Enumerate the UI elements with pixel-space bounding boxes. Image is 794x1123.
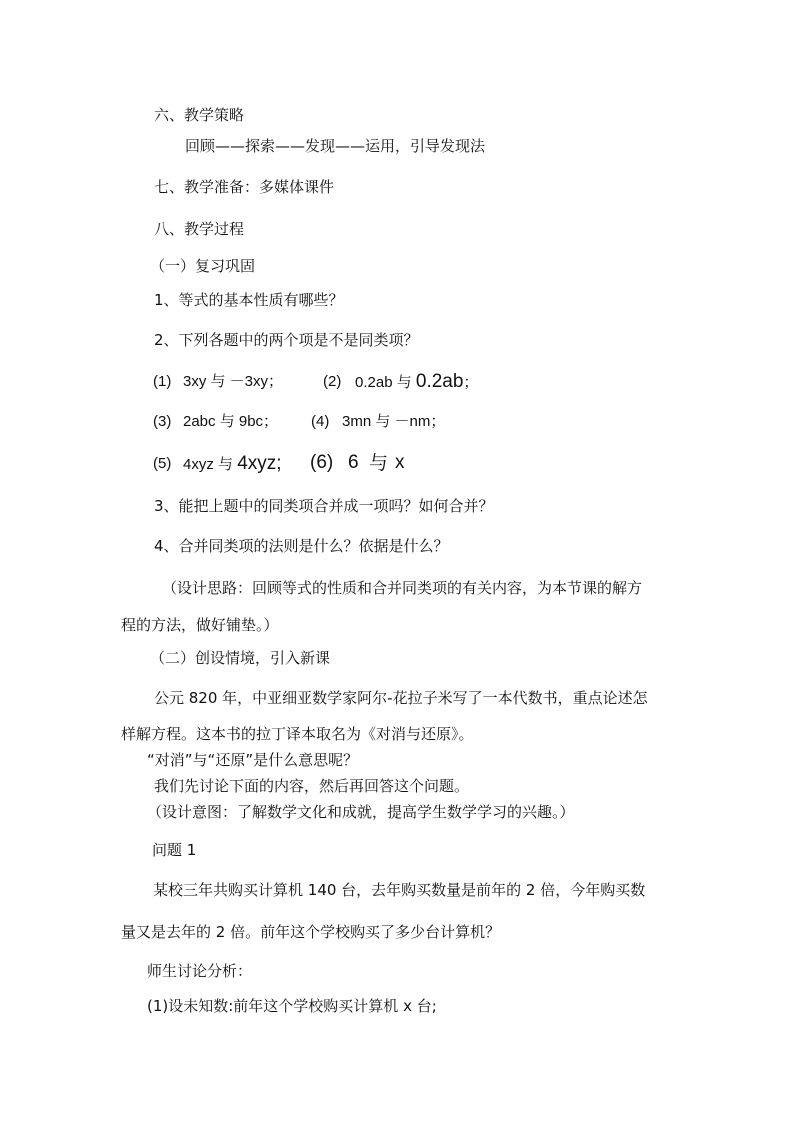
design-note-1-line-2: 程的方法，做好铺垫。） bbox=[121, 616, 279, 634]
pair-3-number: (3) bbox=[153, 413, 172, 430]
subsection-2: （二）创设情境，引入新课 bbox=[150, 649, 331, 667]
section-6-title: 六、教学策略 bbox=[154, 106, 245, 124]
pair-6-number: (6) bbox=[310, 452, 334, 473]
question-4: 4、合并同类项的法则是什么？依据是什么？ bbox=[154, 537, 449, 555]
pair-6-left: 6 bbox=[348, 452, 359, 473]
pair-5-number: (5) bbox=[153, 455, 172, 472]
section-7: 七、教学准备：多媒体课件 bbox=[154, 178, 335, 196]
pair-2-number: (2) bbox=[323, 373, 342, 390]
pair-4: 3mn 与 －nm； bbox=[342, 413, 446, 430]
problem-1-line-1: 某校三年共购买计算机 140 台，去年购买数量是前年的 2 倍，今年购买数 bbox=[153, 881, 646, 899]
step-1: (1)设未知数:前年这个学校购买计算机 x 台; bbox=[147, 997, 437, 1015]
pair-2: 0.2ab 与 0.2ab； bbox=[355, 371, 479, 392]
section-8-title: 八、教学过程 bbox=[154, 220, 245, 238]
history-next: 我们先讨论下面的内容，然后再回答这个问题。 bbox=[154, 777, 470, 795]
discussion-label: 师生讨论分析： bbox=[147, 962, 253, 980]
pair-5: 4xyz 与 4xyz; bbox=[183, 453, 282, 474]
question-3: 3、能把上题中的同类项合并成一项吗？如何合并？ bbox=[154, 497, 494, 515]
question-2: 2、下列各题中的两个项是不是同类项？ bbox=[154, 331, 419, 349]
problem-1-line-2: 量又是去年的 2 倍。前年这个学校购买了多少台计算机？ bbox=[121, 923, 501, 941]
section-6-body: 回顾——探索——发现——运用，引导发现法 bbox=[185, 137, 486, 155]
pair-1-number: (1) bbox=[153, 373, 172, 390]
history-line-1: 公元 820 年，中亚细亚数学家阿尔-花拉子米写了一本代数书，重点论述怎 bbox=[154, 689, 648, 707]
design-note-1-line-1: （设计思路：回顾等式的性质和合并同类项的有关内容，为本节课的解方 bbox=[162, 579, 643, 597]
problem-1-title: 问题 1 bbox=[152, 841, 197, 859]
question-1: 1、等式的基本性质有哪些？ bbox=[154, 291, 344, 309]
history-question: “对消”与“还原”是什么意思呢？ bbox=[147, 751, 359, 769]
pair-6-and: 与 bbox=[369, 452, 389, 474]
pair-6-right: x bbox=[395, 452, 405, 473]
pair-3: 2abc 与 9bc； bbox=[183, 413, 279, 430]
subsection-1: （一）复习巩固 bbox=[150, 257, 256, 275]
design-note-2: （设计意图：了解数学文化和成就，提高学生数学学习的兴趣。） bbox=[147, 803, 575, 821]
pair-1: 3xy 与 －3xy； bbox=[183, 373, 284, 390]
pair-4-number: (4) bbox=[311, 413, 330, 430]
history-line-2: 样解方程。这本书的拉丁译本取名为《对消与还原》。 bbox=[121, 725, 474, 743]
